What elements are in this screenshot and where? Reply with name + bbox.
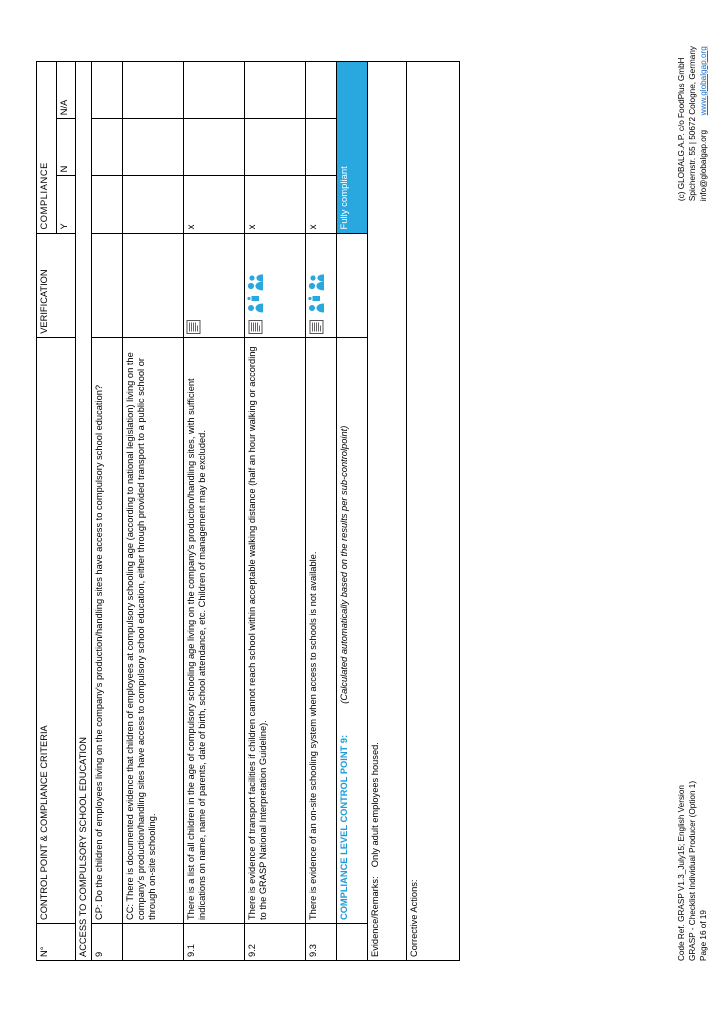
table-body [76,62,460,961]
table-row [122,62,183,961]
table-row [91,62,122,961]
header-verification: VERIFICATION [37,233,76,337]
document-icon [248,317,263,334]
compliance-level-note: (Calculated automatically based on the results per sub-controlpoint) [338,425,349,704]
row-verification [244,233,305,337]
row-compliance-yes[interactable]: x [305,176,336,233]
row-compliance-yes[interactable]: x [183,176,244,233]
evidence-label: Evidence/Remarks: [369,876,380,957]
person-interview-icon [247,294,264,314]
row-text: There is evidence of transport facilities if children cannot reach school within acceptable walking distance (half an hour walking or according to the GRASP National Interpretation Guideline). [244,337,305,923]
row-number [336,924,367,961]
two-persons-icon [308,273,325,291]
row-compliance-na[interactable] [183,62,244,119]
header-number: N° [37,924,76,961]
row-compliance-no[interactable] [91,119,122,176]
evidence-row [367,62,406,961]
row-text: There is evidence of an on-site schooling system when access to schools is not available. [305,337,336,923]
corrective-actions-label: Corrective Actions: [408,879,419,957]
header-compliance-yes: Y [56,176,76,233]
row-number [122,924,183,961]
row-compliance-yes[interactable]: x [244,176,305,233]
table-row [305,62,336,961]
document-icon [309,317,324,334]
footer-email[interactable]: info@globalgap.org [698,129,708,202]
section-title: ACCESS TO COMPULSORY SCHOOL EDUCATION [76,62,92,961]
row-compliance-no[interactable] [244,119,305,176]
compliance-level-cell [336,337,367,923]
row-compliance-na[interactable] [244,62,305,119]
document-icon [186,317,201,334]
compliance-level-result: Fully compliant [336,62,367,234]
evidence-cell[interactable] [367,62,406,961]
row-compliance-yes[interactable] [122,176,183,233]
row-verification [305,233,336,337]
table-row [183,62,244,961]
header-compliance-na: N/A [56,62,76,119]
row-verification [183,233,244,337]
footer-address: Spichernstr. 55 | 50672 Cologne, Germany [687,46,697,202]
row-compliance-criteria-text: CC: There is documented evidence that children of employees at compulsory schooling age (according to national legislation) living on the company's production/handling sites have access to compulsory school education, either through provided transport to a public school or through on-site schooling. [122,337,183,923]
section-header-row [76,62,92,961]
corrective-actions-row [406,62,459,961]
row-number: 9.2 [244,924,305,961]
corrective-actions-cell[interactable] [406,62,459,961]
footer-right [676,46,709,201]
row-number: 9.3 [305,924,336,961]
footer-company: (c) GLOBALG.A.P. c/o FoodPlus GmbH [676,57,686,202]
row-compliance-no[interactable] [305,119,336,176]
row-control-point-text: CP: Do the children of employees living on the company's production/handling sites have access to compulsory school education? [91,337,122,923]
row-text: There is a list of all children in the age of compulsory schooling age living on the company's production/handling sites, with sufficient indications on name, name of parents, date of birth, school attendance, etc. Children of management may be excluded. [183,337,244,923]
row-compliance-na[interactable] [305,62,336,119]
header-compliance: COMPLIANCE [37,62,57,234]
row-number: 9 [91,924,122,961]
row-compliance-na[interactable] [91,62,122,119]
header-compliance-no: N [56,119,76,176]
footer-doc-title: GRASP - Checklist Individual Producer (Option 1) [687,780,697,961]
table-header [37,62,76,961]
table-row [244,62,305,961]
row-verification [336,233,367,337]
row-number: 9.1 [183,924,244,961]
header-criteria: CONTROL POINT & COMPLIANCE CRITERIA [37,337,76,923]
two-persons-icon [247,273,264,291]
row-compliance-na[interactable] [122,62,183,119]
row-compliance-no[interactable] [122,119,183,176]
compliance-level-label: COMPLIANCE LEVEL CONTROL POINT 9: [338,734,349,921]
footer-website-link[interactable]: www.globalgap.org [698,46,708,116]
compliance-level-row [336,62,367,961]
footer-left [676,781,709,961]
footer-page-number: Page 16 of 19 [698,910,708,961]
row-compliance-no[interactable] [183,119,244,176]
row-verification [122,233,183,337]
row-verification [91,233,122,337]
footer-code-ref: Code Ref. GRASP V1.3_July15; English Version [676,785,686,961]
person-interview-icon [308,294,325,314]
evidence-value: Only adult employees housed. [369,742,380,868]
row-compliance-yes[interactable] [91,176,122,233]
footer-contact [698,46,709,201]
grasp-checklist-table [36,61,460,961]
